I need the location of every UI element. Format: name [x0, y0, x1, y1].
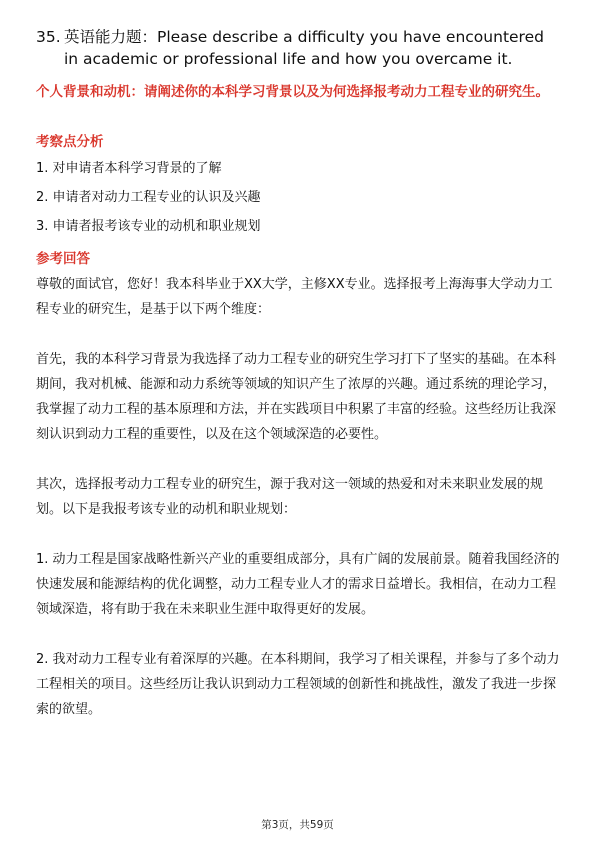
- answer-paragraph-3: 其次，选择报考动力工程专业的研究生，源于我对这一领域的热爱和对未来职业发展的规划。以下是我报考该专业的动机和职业规划：: [36, 477, 544, 517]
- answer-paragraph-2: 首先，我的本科学习背景为我选择了动力工程专业的研究生学习打下了坚实的基础。在本科期间，我对机械、能源和动力系统等领域的知识产生了浓厚的兴趣。通过系统的理论学习，我掌握了动力工程的基本原理和方法，并在实践项目中积累了丰富的经验。这些经历让我深刻认识到动力工程的重要性，以及在这个领域深造的必要性。: [36, 352, 557, 442]
- analysis-point-1: 1. 对申请者本科学习背景的了解: [36, 161, 222, 176]
- answer-paragraph-1: 尊敬的面试官，您好！我本科毕业于XX大学，主修XX专业。选择报考上海海事大学动力工程专业的研究生，是基于以下两个维度：: [36, 277, 553, 317]
- answer-paragraph-5: 2. 我对动力工程专业有着深厚的兴趣。在本科期间，我学习了相关课程，并参与了多个动力工程相关的项目。这些经历让我认识到动力工程领域的创新性和挑战性，激发了我进一步探索的欲望。: [36, 652, 560, 717]
- answer-paragraph-4: 1. 动力工程是国家战略性新兴产业的重要组成部分，具有广阔的发展前景。随着我国经济的快速发展和能源结构的优化调整，动力工程专业人才的需求日益增长。我相信，在动力工程领域深造，将有助于我在未来职业生涯中取得更好的发展。: [36, 552, 560, 617]
- answer-label: 参考回答: [36, 251, 90, 267]
- question-line-1: [36, 26, 566, 48]
- question-number: 35.: [36, 28, 61, 46]
- analysis-point-2: 2. 申请者对动力工程专业的认识及兴趣: [36, 190, 261, 205]
- question-text-line-1: 英语能力题：Please describe a difficulty you have encountered: [64, 28, 544, 46]
- question-text-line-2: in academic or professional life and how you overcame it.: [64, 50, 513, 68]
- answer-body: [36, 272, 560, 722]
- question-block: [36, 26, 566, 70]
- analysis-label: 考察点分析: [36, 134, 104, 150]
- page-number-footer: 第3页，共59页: [261, 819, 334, 831]
- analysis-point-3: 3. 申请者报考该专业的动机和职业规划: [36, 219, 261, 234]
- topic-heading: 个人背景和动机：请阐述你的本科学习背景以及为何选择报考动力工程专业的研究生。: [36, 84, 549, 100]
